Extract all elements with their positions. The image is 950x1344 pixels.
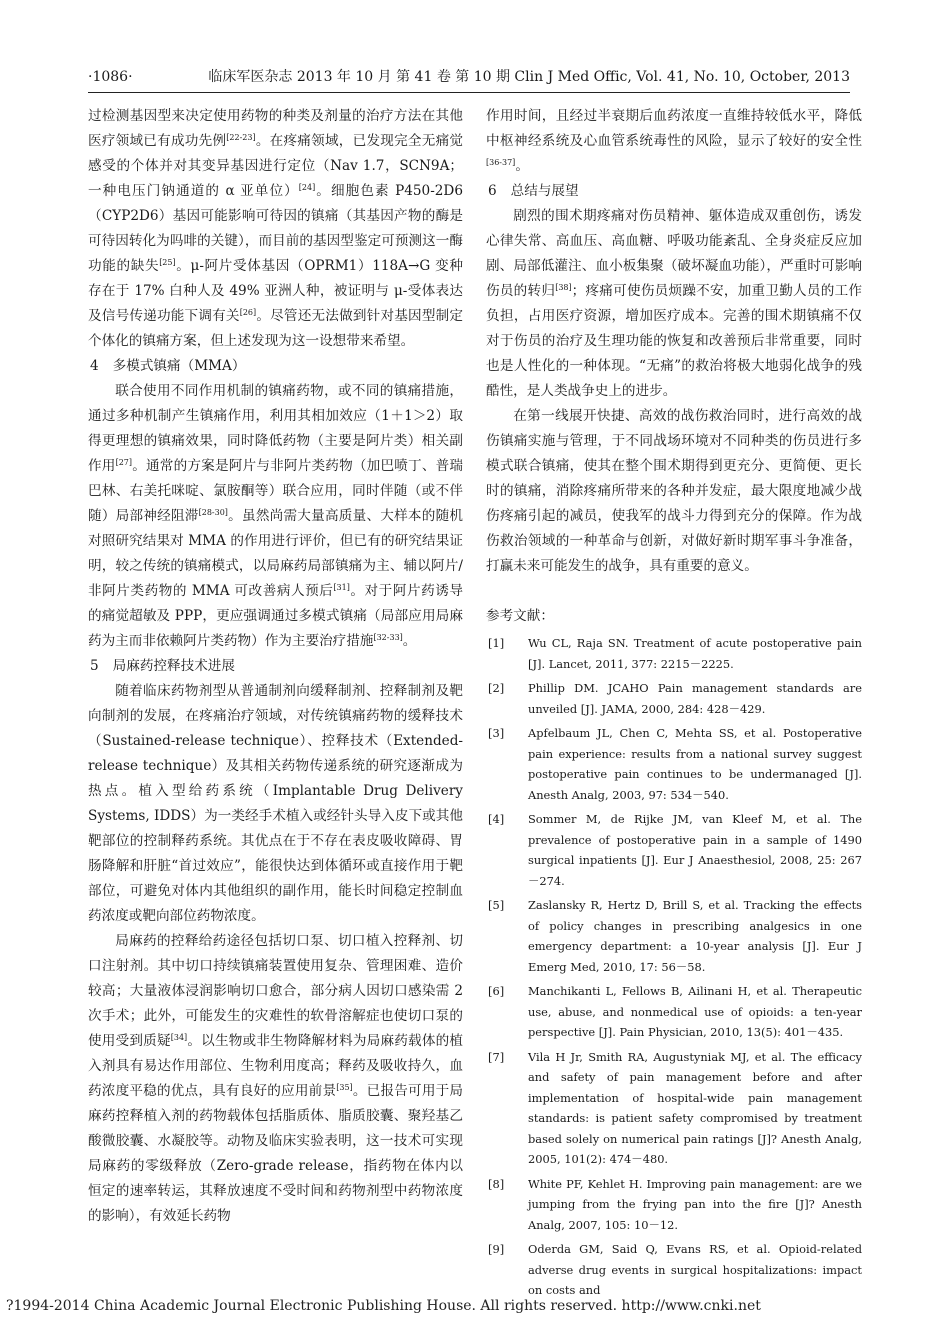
references-heading: 参考文献： xyxy=(486,608,554,624)
paragraph-controlled-release: 随着临床药物剂型从普通制剂向缓释制剂、控释制剂及靶向制剂的发展，在疼痛治疗领域，对传统镇痛药物的缓释技术（Sustained-release technique）、控释技术（Extended-release technique）及其相关药物传递系统的研究逐渐成为热点。植入型给药系统（Implantable Drug Delivery Systems, IDDS）为一类经手术植入或经针头导入皮下或其他靶部位的控制释药系统。其优点在于不存在表皮吸收障碍、胃肠降解和肝脏“首过效应”，能很快达到体循环或直接作用于靶部位，可避免对体内其他组织的副作用，能长时间稳定控制血药浓度或靶向部位药物浓度。 xyxy=(88,683,463,924)
paragraph-mma: 联合使用不同作用机制的镇痛药物，或不同的镇痛措施，通过多种机制产生镇痛作用，利用其相加效应（1＋1＞2）取得更理想的镇痛效果，同时降低药物（主要是阿片类）相关副作用[27]。通常的方案是阿片与非阿片类药物（加巴喷丁、普瑞巴林、右美托咪啶、氯胺酮等）联合应用，同时伴随（或不伴随）局部神经阻滞[28-30]。虽然尚需大量高质量、大样本的随机对照研究结果对 MMA 的作用进行评价，但已有的研究结果证明，较之传统的镇痛模式，以局麻药局部镇痛为主、辅以阿片/非阿片类药物的 MMA 可改善病人预后[31]。对于阿片药诱导的痛觉超敏及 PPP，更应强调通过多模式镇痛（局部应用局麻药为主而非依赖阿片类药物）作为主要治疗措施[32-33]。 xyxy=(88,383,464,649)
reference-item: [7] Vila H Jr, Smith RA, Augustyniak MJ, et al. The efficacy and safety of pain management before and after implementation of hospital-wide pain management standards: is patient safety compromised by treatment based solely on numerical pain ratings [J]? Anesth Analg, 2005, 101(2): 474－480. xyxy=(488,1049,862,1166)
paragraph-delivery-routes: 局麻药的控释给药途径包括切口泵、切口植入控释剂、切口注射剂。其中切口持续镇痛装置使用复杂、管理困难、造价较高；大量液体浸润影响切口愈合，部分病人因切口感染需 2 次手术；此外，可能发生的灾难性的软骨溶解症也使切口泵的使用受到质疑[34]。以生物或非生物降解材料为局麻药载体的植入剂具有易达作用部位、生物利用度高；释药及吸收持久，血药浓度平稳的优点，具有良好的应用前景[35]。已报告可用于局麻药控释植入剂的药物载体包括脂质体、脂质胶囊、聚羟基乙酸微胶囊、水凝胶等。动物及临床实验表明，这一技术可实现局麻药的零级释放（Zero-grade release，指药物在体内以恒定的速率转运，其释放速度不受时间和药物剂型中药物浓度的影响），有效延长药物 xyxy=(88,933,464,1224)
reference-item: [5] Zaslansky R, Hertz D, Brill S, et al. Tracking the effects of policy changes in prescribing analgesics in one emergency department: a 10-year analysis [J]. Eur J Emerg Med, 2010, 17: 56－58. xyxy=(488,898,862,974)
reference-item: [6] Manchikanti L, Fellows B, Ailinani H, et al. Therapeutic use, abuse, and nonmedical use of opioids: a ten-year perspective [J]. Pain Physician, 2010, 13(5): 401－435. xyxy=(488,984,862,1039)
paragraph-continuation: 作用时间，且经过半衰期后血药浓度一直维持较低水平，降低中枢神经系统及心血管系统毒性的风险，显示了较好的安全性[36-37]。 xyxy=(486,108,862,174)
paragraph-outlook: 在第一线展开快捷、高效的战伤救治同时，进行高效的战伤镇痛实施与管理，于不同战场环境对不同种类的伤员进行多模式联合镇痛，使其在整个围术期得到更充分、更简便、更长时的镇痛，消除疼痛所带来的各种并发症，最大限度地减少战伤疼痛引起的减员，使我军的战斗力得到充分的保障。作为战伤救治领域的一种革命与创新，对做好新时期军事斗争准备，打赢未来可能发生的战争，具有重要的意义。 xyxy=(486,408,862,574)
reference-item: [2] Phillip DM. JCAHO Pain management standards are unveiled [J]. JAMA, 2000, 284: 428－429. xyxy=(488,681,862,716)
reference-list xyxy=(486,633,862,1301)
reference-item: [9] Oderda GM, Said Q, Evans RS, et al. Opioid-related adverse drug events in surgical hospitalizations: impact on costs and xyxy=(488,1242,862,1297)
section-heading-5: 5 局麻药控释技术进展 xyxy=(90,658,235,674)
reference-item: [3] Apfelbaum JL, Chen C, Mehta SS, et al. Postoperative pain experience: results from a national survey suggest postoperative pain continues to be undermanaged [J]. Anesth Analg, 2003, 97: 534－540. xyxy=(488,726,862,802)
header-rule xyxy=(88,92,850,93)
reference-item: [8] White PF, Kehlet H. Improving pain management: are we jumping from the frying pan into the fire [J]? Anesth Analg, 2007, 105: 10－12. xyxy=(488,1176,862,1232)
section-heading-6: 6 总结与展望 xyxy=(488,183,579,199)
running-header xyxy=(88,66,850,90)
reference-item: [4] Sommer M, de Rijke JM, van Kleef M, et al. The prevalence of postoperative pain in a sample of 1490 surgical inpatients [J]. Eur J Anaesthesiol, 2008, 25: 267－274. xyxy=(488,812,862,888)
left-column xyxy=(88,104,463,1229)
reference-item: [1] Wu CL, Raja SN. Treatment of acute postoperative pain [J]. Lancet, 2011, 377: 2215－2225. xyxy=(488,636,862,671)
paragraph-summary: 剧烈的围术期疼痛对伤员精神、躯体造成双重创伤，诱发心律失常、高血压、高血糖、呼吸功能紊乱、全身炎症反应加剧、局部低灌注、血小板集聚（破坏凝血功能），严重时可影响伤员的转归[38]；疼痛可使伤员烦躁不安，加重卫勤人员的工作负担，占用医疗资源，增加医疗成本。完善的围术期镇痛不仅对于伤员的治疗及生理功能的恢复和改善预后非常重要，同时也是人性化的一种体现。“无痛”的救治将极大地弱化战争的残酷性，是人类战争史上的进步。 xyxy=(486,208,863,399)
page-number: ·1086· xyxy=(88,69,133,85)
copyright-footer: ?1994-2014 China Academic Journal Electronic Publishing House. All rights reserved. http://www.cnki.net xyxy=(6,1298,761,1314)
journal-citation: 临床军医杂志 2013 年 10 月 第 41 卷 第 10 期 Clin J Med Offic, Vol. 41, No. 10, October, 2013 xyxy=(208,69,850,85)
right-column xyxy=(486,104,862,1301)
section-heading-4: 4 多模式镇痛（MMA） xyxy=(90,358,246,374)
paragraph-genotype: 过检测基因型来决定使用药物的种类及剂量的治疗方法在其他医疗领域已有成功先例[22-23]。在疼痛领域，已发现完全无痛觉感受的个体并对其变异基因进行定位（Nav 1.7，SCN9A；一种电压门钠通道的 α 亚单位）[24]。细胞色素 P450-2D6（CYP2D6）基因可能影响可待因的镇痛（其基因产物的酶是可待因转化为吗啡的关键），而目前的基因型鉴定可预测这一酶功能的缺失[25]。μ-阿片受体基因（OPRM1）118A→G 变种存在于 17% 白种人及 49% 亚洲人种，被证明与 μ-受体表达及信号传递功能下调有关[26]。尽管还无法做到针对基因型制定个体化的镇痛方案，但上述发现为这一设想带来希望。 xyxy=(88,108,464,349)
